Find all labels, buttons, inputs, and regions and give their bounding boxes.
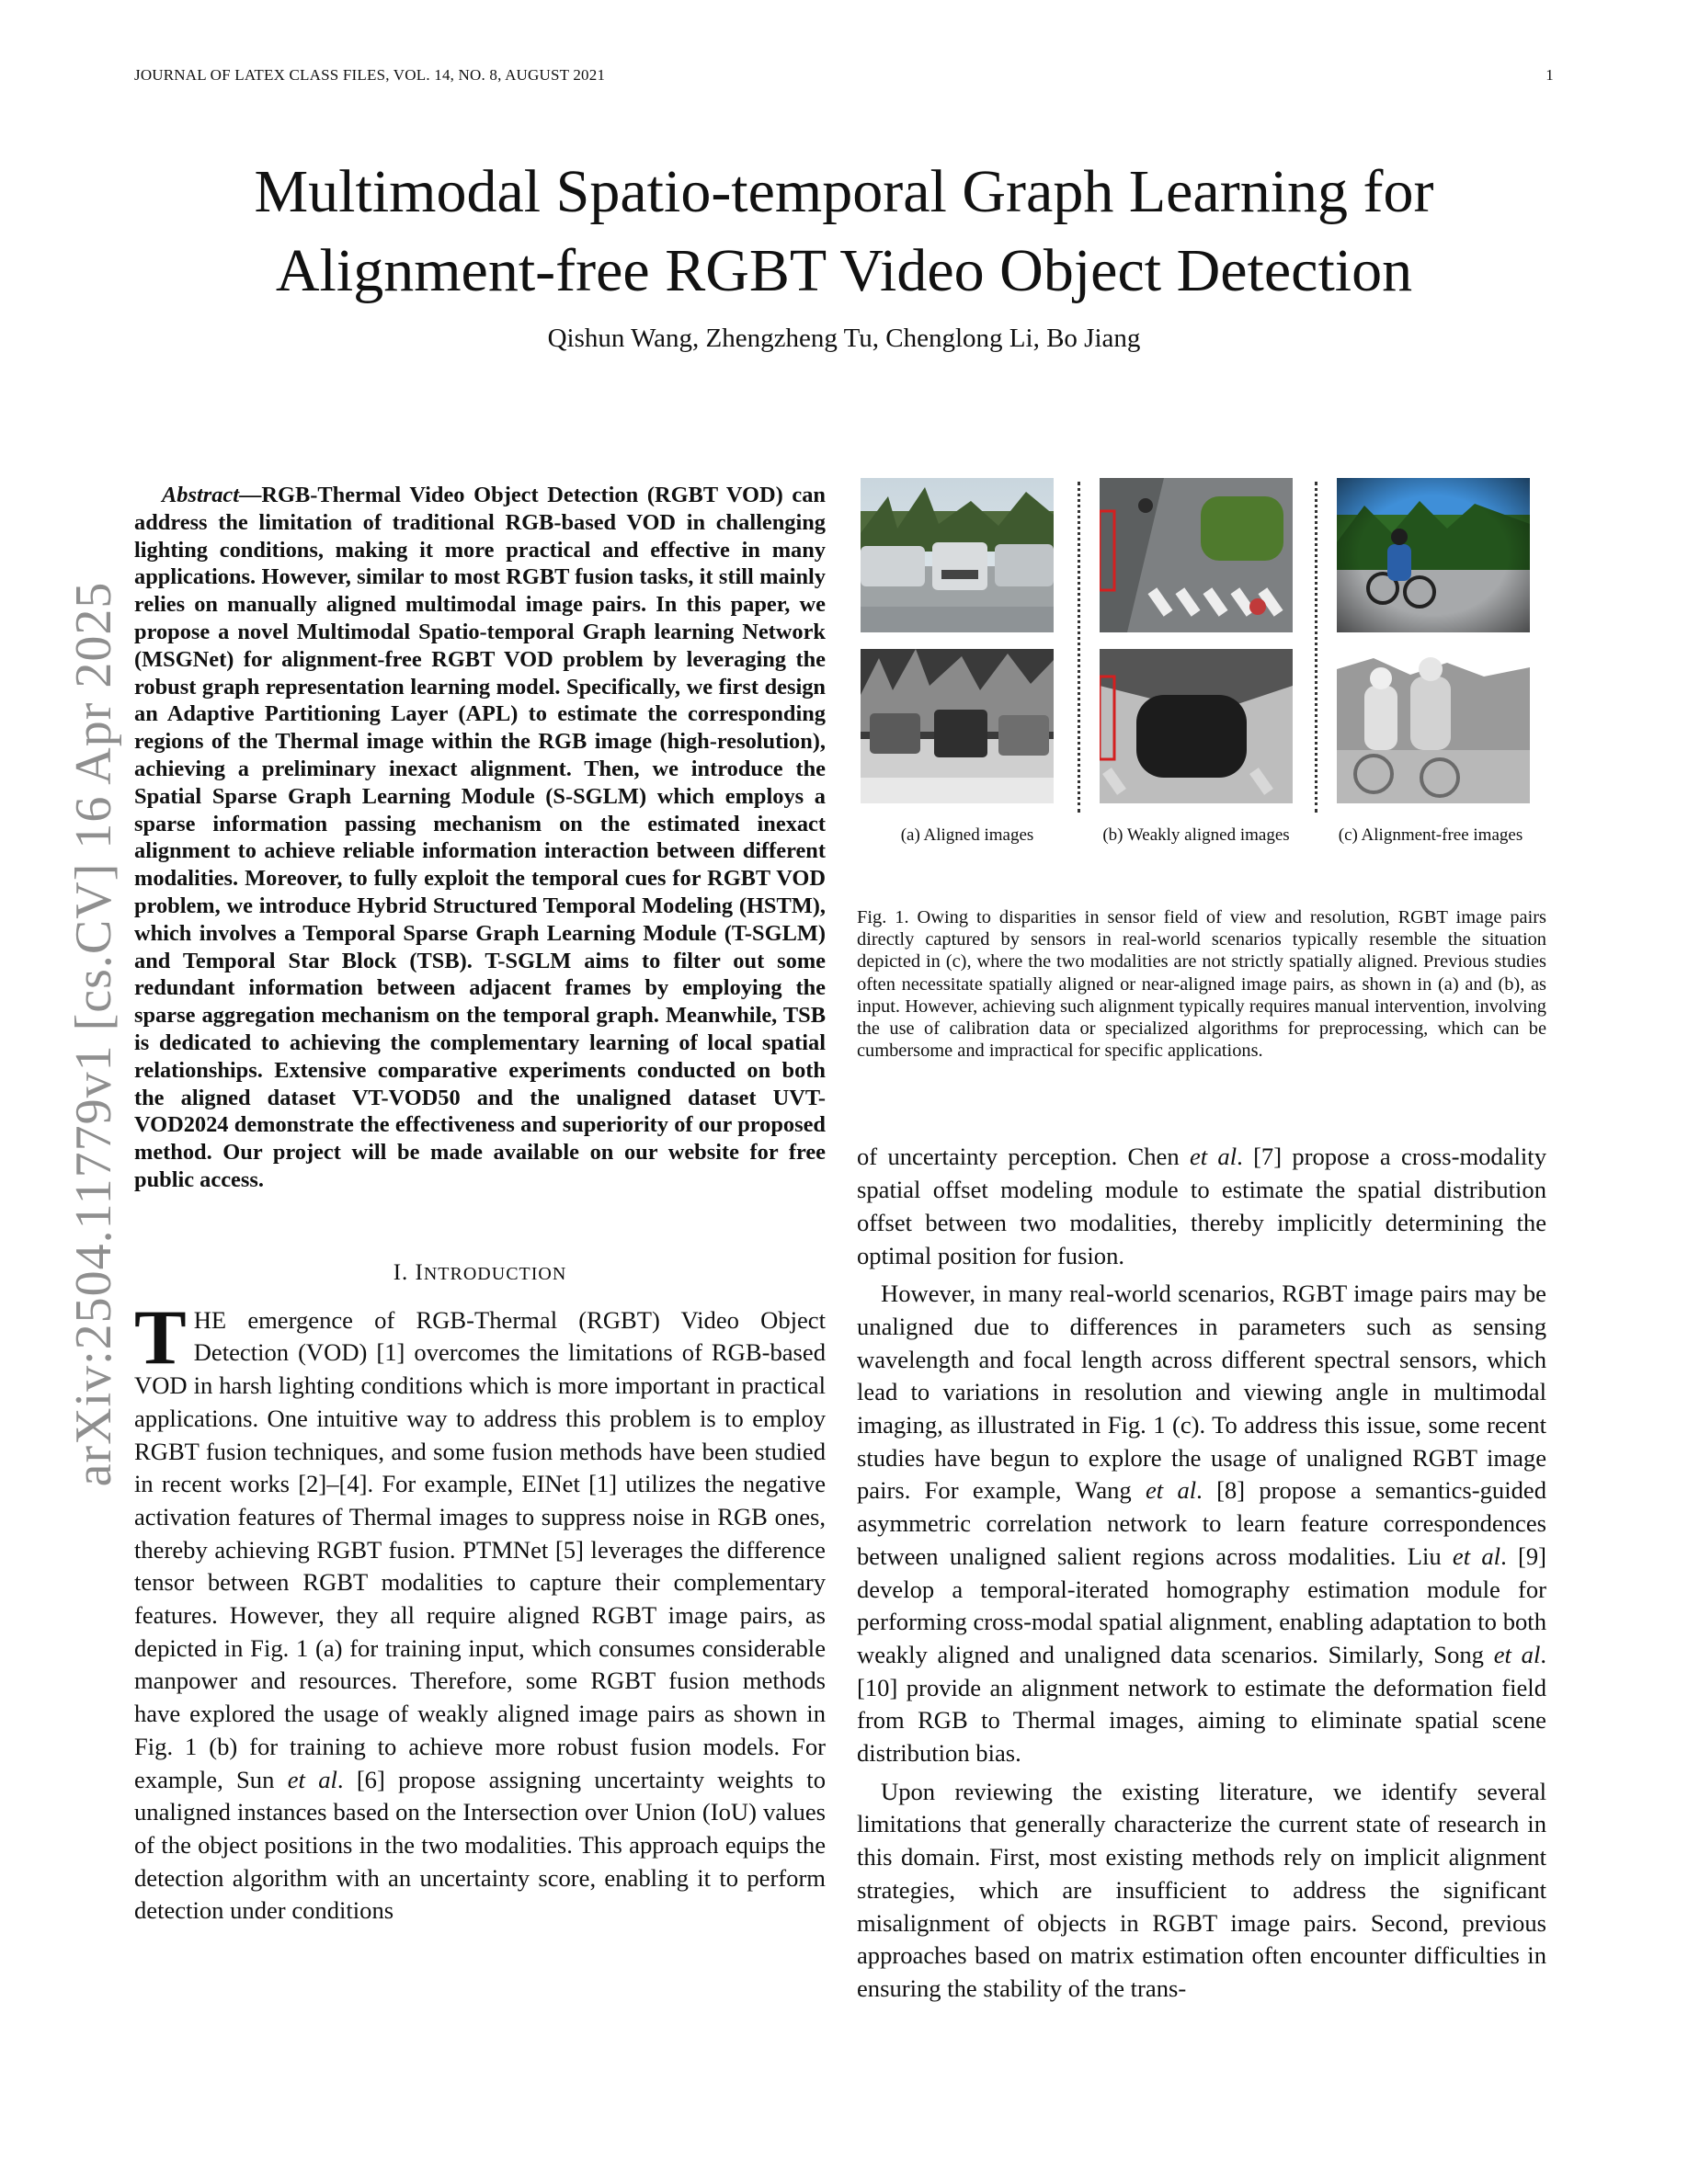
- intro-paragraph-2: However, in many real-world scenarios, RGBT image pairs may be unaligned due to differences in parameters such as sensing wavelength and focal length across different spectral sensors, which lead to variations in resolution and viewing angle in multimodal imaging, as illustrated in Fig. 1 (c). To address this issue, some recent studies have begun to explore the usage of unaligned RGBT image pairs. For example, Wang et al. [8] propose a semantics-guided asymmetric correlation network to learn feature correspondences between unaligned salient regions across modalities. Liu et al. [9] develop a temporal-iterated homography estimation module for performing cross-modal spatial alignment, enabling adaptation to both weakly aligned and unaligned data scenarios. Similarly, Song et al. [10] provide an alignment network to estimate the deformation field from RGB to Thermal images, aiming to eliminate spatial scene distribution bias.: [857, 1280, 1547, 1768]
- figure-column-aligned: [861, 478, 1059, 803]
- right-column: [857, 478, 1546, 2006]
- left-column: [134, 482, 826, 1928]
- weakly-aligned-rgb-image: [1100, 478, 1293, 632]
- abstract: [134, 482, 826, 1194]
- figure-1: [857, 478, 1546, 864]
- figure-separator: [1315, 482, 1317, 813]
- intro-paragraph-3: Upon reviewing the existing literature, we identify several limitations that generally characterize the current state of research in this domain. First, most existing methods rely on implicit alignment strategies, which are insufficient to address the significant misalignment of objects in RGBT image pairs. Second, previous approaches based on matrix estimation often encounter difficulties in ensuring the stability of the trans-: [857, 1777, 1546, 2002]
- paper-title: [129, 153, 1559, 311]
- author-list: Qishun Wang, Zhengzheng Tu, Chenglong Li, Bo Jiang: [547, 324, 1141, 353]
- intro-paragraph-1: THE emergence of RGB-Thermal (RGBT) Video Object Detection (VOD) [1] overcomes the limitations of RGB-based VOD in harsh lighting conditions which is more important in practical applications. One intuitive way to address this problem is to employ RGBT fusion techniques, and some fusion methods have been studied in recent works [2]–[4]. For example, EINet [1] utilizes the negative activation features of Thermal images to suppress noise in RGB ones, thereby achieving RGBT fusion. PTMNet [5] leverages the difference tensor between RGBT modalities to capture their complementary features. However, they all require aligned RGBT image pairs, as depicted in Fig. 1 (a) for training input, which consumes considerable manpower and resources. Therefore, some RGBT fusion methods have explored the usage of weakly aligned image pairs as shown in Fig. 1 (b) for training to achieve more robust fusion models. For example, Sun et al. [6] propose assigning uncertainty weights to unaligned instances based on the Intersection over Union (IoU) values of the object positions in the two modalities. This approach equips the detection algorithm with an uncertainty score, enabling it to perform detection under conditions: [134, 1293, 826, 1925]
- running-header: [134, 66, 1554, 85]
- alignment-free-rgb-image: [1337, 478, 1530, 632]
- journal-name: JOURNAL OF LATEX CLASS FILES, VOL. 14, NO. 8, AUGUST 2021: [134, 66, 606, 84]
- aligned-rgb-image: [861, 478, 1054, 632]
- weakly-aligned-thermal-image: [1100, 649, 1293, 803]
- figure-column-alignment-free: [1337, 478, 1535, 803]
- section-heading-introduction: I. INTRODUCTION: [393, 1259, 567, 1285]
- title-line-1: Multimodal Spatio-temporal Graph Learning for: [254, 158, 1434, 225]
- figure-caption: Fig. 1. Owing to disparities in sensor field of view and resolution, RGBT image pairs directly captured by sensors in real-world scenarios typically resemble the situation depicted in (c), where the two modalities are not strictly spatially aligned. Previous studies often necessitate spatially aligned or near-aligned image pairs, as shown in (a) and (b), as input. However, achieving such alignment typically requires manual intervention, involving the use of calibration data or specialized algorithms for preprocessing, which can be cumbersome and impractical for specific applications.: [857, 907, 1546, 1062]
- right-body-text: [857, 1141, 1546, 2005]
- arxiv-identifier: arXiv:2504.11779v1 [cs.CV] 16 Apr 2025: [65, 581, 122, 1487]
- figure-separator: [1078, 482, 1080, 813]
- title-line-2: Alignment-free RGBT Video Object Detection: [275, 237, 1413, 304]
- figure-column-weakly-aligned: [1100, 478, 1298, 803]
- figure-subcaptions: [857, 825, 1546, 846]
- intro-paragraph-1-continued: of uncertainty perception. Chen et al. [7] propose a cross-modality spatial offset modeling module to estimate the spatial distribution offset between two modalities, thereby implicitly determining the optimal position for fusion.: [857, 1143, 1546, 1269]
- subcaption-alignment-free: (c) Alignment-free images: [1338, 825, 1523, 845]
- drop-cap: T: [134, 1293, 187, 1381]
- subcaption-weakly-aligned: (b) Weakly aligned images: [1102, 825, 1290, 845]
- page-number: 1: [1545, 66, 1554, 84]
- abstract-text: —RGB-Thermal Video Object Detection (RGBT VOD) can address the limitation of traditional RGB-based VOD in challenging lighting conditions, making it more practical and effective in many applications. However, similar to most RGBT fusion tasks, it still mainly relies on manually aligned multimodal image pairs. In this paper, we propose a novel Multimodal Spatio-temporal Graph learning Network (MSGNet) for alignment-free RGBT VOD problem by leveraging the robust graph representation learning model. Specifically, we first design an Adaptive Partitioning Layer (APL) to estimate the corresponding regions of the Thermal image within the RGB image (high-resolution), achieving a preliminary inexact alignment. Then, we introduce the Spatial Sparse Graph Learning Module (S-SGLM) which employs a sparse information passing mechanism on the estimated inexact alignment to achieve reliable information interaction between different modalities. Moreover, to fully exploit the temporal cues for RGBT VOD problem, we introduce Hybrid Structured Temporal Modeling (HSTM), which involves a Temporal Sparse Graph Learning Module (T-SGLM) and Temporal Star Block (TSB). T-SGLM aims to filter out some redundant information between adjacent frames by employing the sparse aggregation mechanism on the temporal graph. Meanwhile, TSB is dedicated to achieving the complementary learning of local spatial relationships. Extensive comparative experiments conducted on both the aligned dataset VT-VOD50 and the unaligned dataset UVT-VOD2024 demonstrate the effectiveness and superiority of our proposed method. Our project will be made available on our website for free public access.: [134, 483, 826, 1192]
- aligned-thermal-image: [861, 649, 1054, 803]
- abstract-label: Abstract: [162, 483, 240, 507]
- subcaption-aligned: (a) Aligned images: [900, 825, 1034, 845]
- alignment-free-thermal-image: [1337, 649, 1530, 803]
